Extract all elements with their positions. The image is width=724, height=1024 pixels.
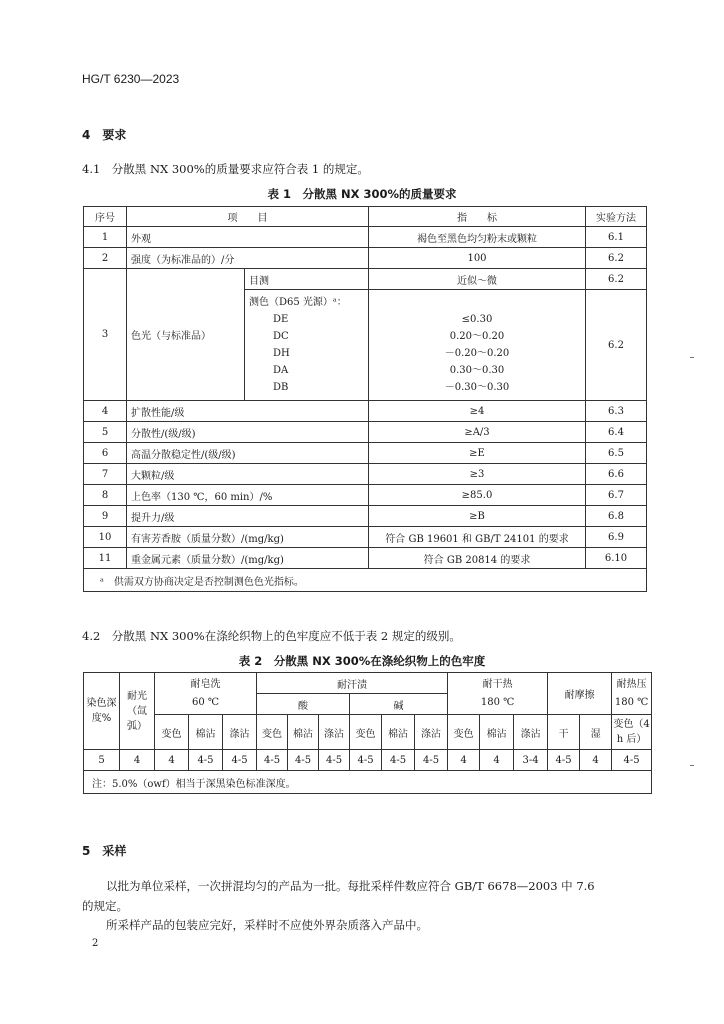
table-cell: 4-5 [257, 750, 288, 771]
table-cell: 4-5 [223, 750, 257, 771]
row-item: 有害芳香胺（质量分数）/(mg/kg) [127, 527, 369, 548]
row-value: 符合 GB 20814 的要求 [369, 548, 586, 569]
row-no: 6 [84, 443, 127, 464]
header-press-label: 耐热压 [616, 678, 647, 690]
row-no: 8 [84, 485, 127, 506]
header-press-temp: 180 ℃ [614, 696, 649, 708]
row-no: 4 [84, 401, 127, 422]
header-wet: 湿 [580, 715, 612, 750]
list-item: 0.20～0.20 [449, 331, 505, 342]
header-serial: 序号 [84, 207, 127, 227]
header-press [612, 673, 652, 715]
table-row [84, 248, 647, 269]
table-row [84, 527, 647, 548]
table-cell: 4-5 [189, 750, 223, 771]
table-cell: 4-5 [350, 750, 382, 771]
table-cell: 3-4 [514, 750, 548, 771]
row-method: 6.5 [586, 443, 647, 464]
header-change: 变色 [350, 715, 382, 750]
row-method: 6.1 [586, 227, 647, 248]
list-item: DH [273, 348, 290, 359]
shade-instrument-cell [245, 290, 369, 401]
shade-visual-value: 近似～微 [369, 269, 586, 290]
list-item: －0.20～0.20 [444, 348, 510, 359]
table-2-header-row-3 [84, 715, 652, 750]
header-dry-heat-label: 耐干热 [482, 678, 513, 690]
row-method: 6.2 [586, 248, 647, 269]
row-method: 6.9 [586, 527, 647, 548]
row-value: 100 [369, 248, 586, 269]
header-depth: 染色深度% [84, 673, 120, 750]
table-cell: 5 [84, 750, 120, 771]
table-1-header-row [84, 207, 647, 227]
section-4-heading: 4 要求 [82, 128, 127, 142]
sampling-paragraph-1-cont: 的规定。 [82, 899, 128, 913]
table-cell: 4-5 [612, 750, 652, 771]
shade-instrument-items [245, 311, 368, 396]
row-item: 提升力/级 [127, 506, 369, 527]
header-rub: 耐摩擦 [548, 673, 612, 715]
header-alkali: 碱 [350, 694, 448, 715]
row-item: 上色率（130 ℃，60 min）/% [127, 485, 369, 506]
table-1-caption: 表 1 分散黑 NX 300%的质量要求 [267, 187, 457, 201]
row-no: 7 [84, 464, 127, 485]
row-method: 6.6 [586, 464, 647, 485]
header-light: 耐光（氙弧） [120, 673, 155, 750]
row-item: 重金属元素（质量分数）/(mg/kg) [127, 548, 369, 569]
header-polyester: 涤沾 [223, 715, 257, 750]
header-dry-heat [448, 673, 548, 715]
row-no: 2 [84, 248, 127, 269]
shade-instrument-method: 6.2 [586, 290, 647, 401]
section-5-heading: 5 采样 [82, 844, 127, 858]
table-cell: 4-5 [319, 750, 350, 771]
table-2-caption: 表 2 分散黑 NX 300%在涤纶织物上的色牢度 [238, 654, 486, 668]
list-item: DC [273, 331, 289, 342]
header-polyester: 涤沾 [415, 715, 448, 750]
header-cotton: 棉沾 [382, 715, 415, 750]
shade-instrument-values [369, 290, 586, 401]
header-cotton: 棉沾 [480, 715, 514, 750]
row-item: 高温分散稳定性/(级/级) [127, 443, 369, 464]
header-dry: 干 [548, 715, 580, 750]
row-value: 符合 GB 19601 和 GB/T 24101 的要求 [369, 527, 586, 548]
table-row [84, 750, 652, 771]
row-value: ≥85.0 [369, 485, 586, 506]
table-row [84, 422, 647, 443]
table-cell: 4-5 [415, 750, 448, 771]
header-method: 实验方法 [586, 207, 647, 227]
sampling-paragraph-2: 所采样产品的包装应完好，采样时不应使外界杂质落入产品中。 [106, 918, 428, 932]
header-dry-heat-temp: 180 ℃ [480, 696, 515, 708]
list-item: 0.30～0.30 [449, 365, 505, 376]
table-row-shade-visual [84, 269, 647, 290]
table-cell: 4 [120, 750, 155, 771]
table-2-note-row [84, 771, 652, 794]
row-method: 6.7 [586, 485, 647, 506]
row-no: 9 [84, 506, 127, 527]
table-cell: 4 [480, 750, 514, 771]
table-cell: 4 [448, 750, 480, 771]
row-value: ≥3 [369, 464, 586, 485]
row-item: 强度（为标准品的）/分 [127, 248, 369, 269]
table-row [84, 548, 647, 569]
header-sweat: 耐汗渍 [257, 673, 448, 694]
scan-mark [690, 765, 694, 766]
list-item: －0.30～0.30 [444, 382, 510, 393]
clause-4-1: 4.1 分散黑 NX 300%的质量要求应符合表 1 的规定。 [82, 162, 369, 176]
row-no: 10 [84, 527, 127, 548]
table-row [84, 443, 647, 464]
shade-instrument-label: 测色（D65 光源）ᵃ： [249, 297, 347, 308]
row-no: 5 [84, 422, 127, 443]
scan-mark [690, 357, 694, 358]
row-value: ≥B [369, 506, 586, 527]
header-cotton: 棉沾 [288, 715, 319, 750]
row-method: 6.3 [586, 401, 647, 422]
page-number: 2 [92, 938, 99, 949]
row-item: 外观 [127, 227, 369, 248]
clause-4-2: 4.2 分散黑 NX 300%在涤纶织物上的色牢度应不低于表 2 规定的级别。 [82, 629, 461, 643]
header-press-change: 变色（4 h 后） [612, 715, 652, 750]
list-item: ≤0.30 [461, 314, 493, 325]
header-acid: 酸 [257, 694, 350, 715]
row-method: 6.10 [586, 548, 647, 569]
table-row [84, 464, 647, 485]
sampling-paragraph-1: 以批为单位采样，一次拼混均匀的产品为一批。每批采样件数应符合 GB/T 6678—2003 中 7.6 [106, 879, 595, 893]
table-cell: 4 [580, 750, 612, 771]
header-cotton: 棉沾 [189, 715, 223, 750]
table-cell: 4-5 [548, 750, 580, 771]
header-polyester: 涤沾 [319, 715, 350, 750]
header-wash-temp: 60 ℃ [191, 696, 220, 708]
table-2-header-row-1 [84, 673, 652, 694]
header-change: 变色 [155, 715, 189, 750]
table-row [84, 401, 647, 422]
row-item: 分散性/(级/级) [127, 422, 369, 443]
list-item: DB [273, 382, 289, 393]
row-value: ≥4 [369, 401, 586, 422]
row-value: ≥E [369, 443, 586, 464]
row-item: 大颗粒/级 [127, 464, 369, 485]
header-index: 指 标 [369, 207, 586, 227]
header-change: 变色 [257, 715, 288, 750]
row-value: 褐色至黑色均匀粉末或颗粒 [369, 227, 586, 248]
shade-visual-label: 目测 [245, 269, 369, 290]
table-1-footnote: ᵃ 供需双方协商决定是否控制测色色光指标。 [84, 569, 647, 592]
row-method: 6.4 [586, 422, 647, 443]
table-row [84, 227, 647, 248]
header-wash [155, 673, 257, 715]
row-method: 6.8 [586, 506, 647, 527]
header-wash-label: 耐皂洗 [190, 678, 221, 690]
table-row [84, 485, 647, 506]
list-item: DA [273, 365, 289, 376]
header-polyester: 涤沾 [514, 715, 548, 750]
quality-requirements-table [83, 206, 647, 592]
table-cell: 4 [155, 750, 189, 771]
row-item: 扩散性能/级 [127, 401, 369, 422]
row-no: 3 [84, 269, 127, 401]
row-no: 11 [84, 548, 127, 569]
table-cell: 4-5 [382, 750, 415, 771]
table-cell: 4-5 [288, 750, 319, 771]
shade-visual-method: 6.2 [586, 269, 647, 290]
color-fastness-table [83, 672, 652, 794]
row-item: 色光（与标准品） [127, 269, 245, 401]
table-1-footnote-row [84, 569, 647, 592]
table-row [84, 506, 647, 527]
table-2-note: 注：5.0%（owf）相当于深黑染色标准深度。 [84, 771, 652, 794]
row-value: ≥A/3 [369, 422, 586, 443]
list-item: DE [273, 314, 289, 325]
header-item: 项 目 [127, 207, 369, 227]
standard-code: HG/T 6230—2023 [82, 72, 180, 86]
row-no: 1 [84, 227, 127, 248]
header-change: 变色 [448, 715, 480, 750]
